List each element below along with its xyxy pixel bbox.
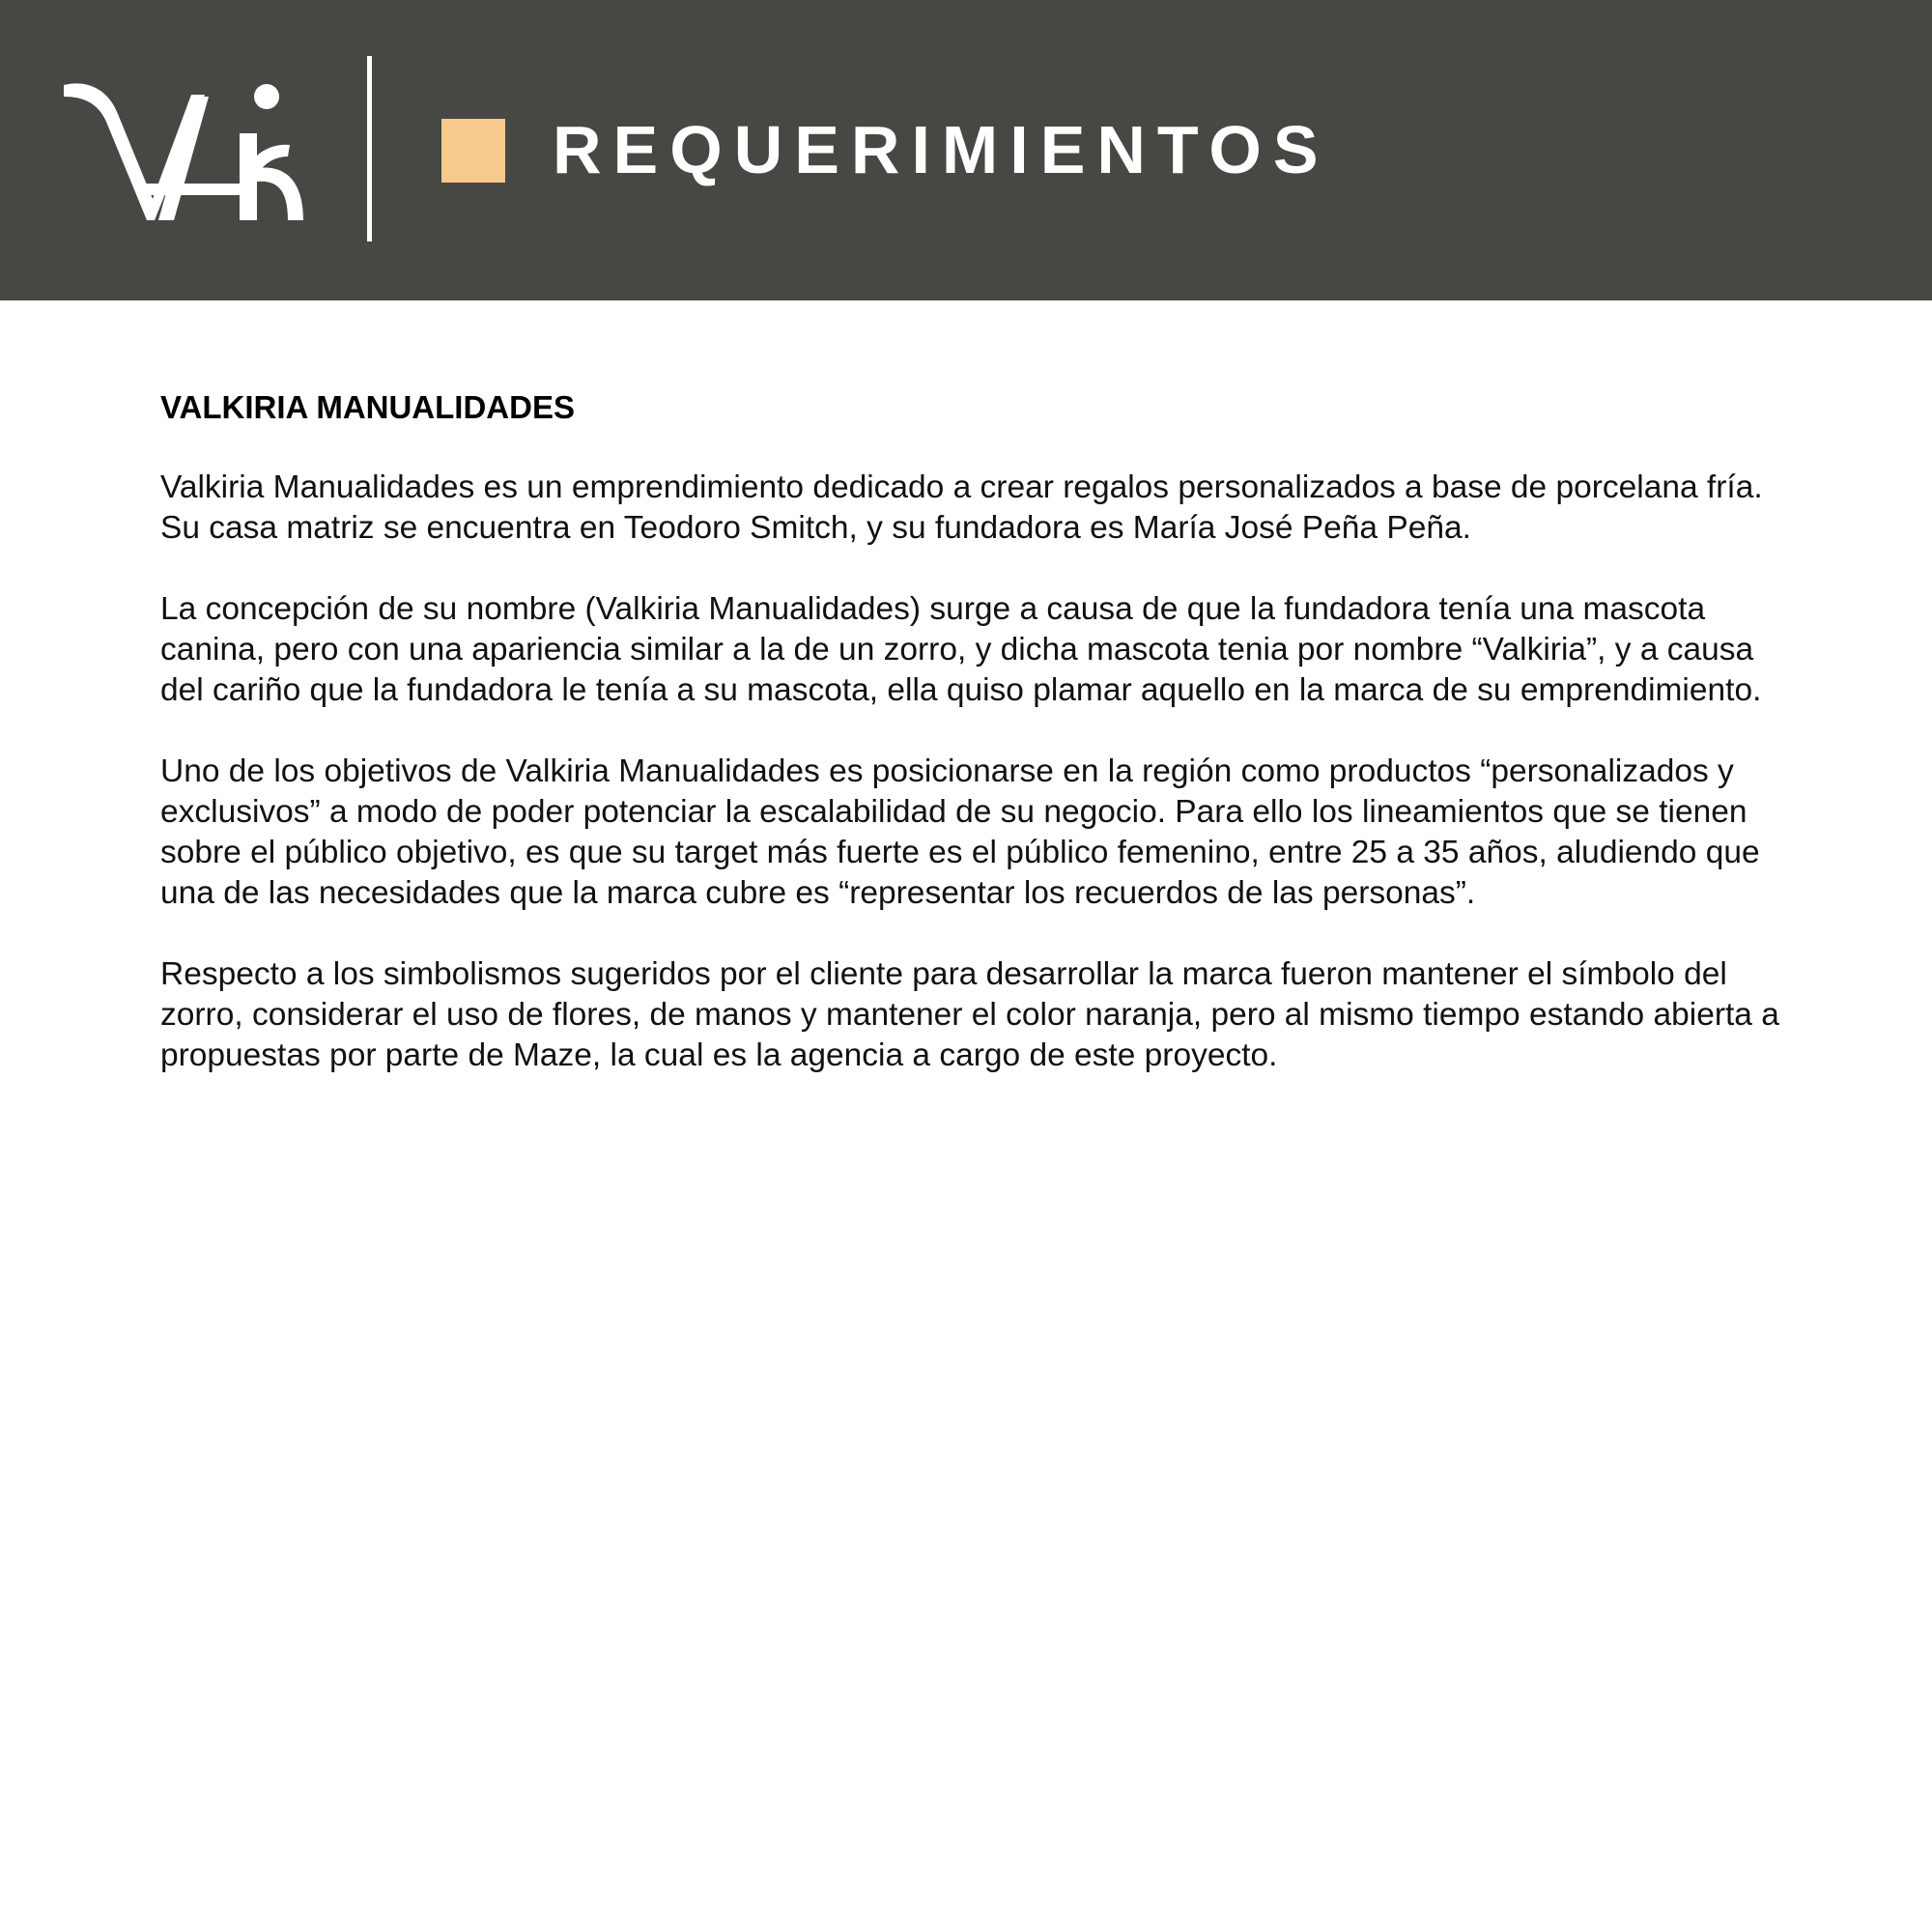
section-title: REQUERIMIENTOS bbox=[553, 112, 1330, 187]
document-heading: VALKIRIA MANUALIDADES bbox=[160, 389, 575, 425]
header-band bbox=[0, 0, 1932, 300]
accent-square bbox=[441, 119, 505, 183]
valkiria-logo-icon bbox=[58, 75, 311, 232]
paragraph-objectives: Uno de los objetivos de Valkiria Manualidades es posicionarse en la región como productos “personalizados y exclusivos” a modo de poder potenciar la escalabilidad de su negocio. Para ello los lineamientos que se tienen sobre el público objetivo, es que su target más fuerte es el público femenino, entre 25 a 35 años, aludiendo que una de las necesidades que la marca cubre es “representar los recuerdos de las personas”. bbox=[160, 753, 1760, 911]
paragraph-intro: Valkiria Manualidades es un emprendimiento dedicado a crear regalos personalizados a base de porcelana fría. Su casa matriz se encuentra en Teodoro Smitch, y su fundadora es María José Peña Peña. bbox=[160, 469, 1763, 546]
document-body bbox=[160, 386, 1783, 1117]
header-divider bbox=[367, 56, 372, 242]
paragraph-symbolism: Respecto a los simbolismos sugeridos por el cliente para desarrollar la marca fueron mantener el símbolo del zorro, considerar el uso de flores, de manos y mantener el color naranja, pero al mismo tiempo estando abierta a propuestas por parte de Maze, la cual es la agencia a cargo de este proyecto. bbox=[160, 956, 1779, 1073]
paragraph-name-origin: La concepción de su nombre (Valkiria Manualidades) surge a causa de que la fundadora tenía una mascota canina, pero con una apariencia similar a la de un zorro, y dicha mascota tenia por nombre “Valkiria”, y a causa del cariño que la fundadora le tenía a su mascota, ella quiso plamar aquello en la marca de su emprendimiento. bbox=[160, 591, 1762, 708]
